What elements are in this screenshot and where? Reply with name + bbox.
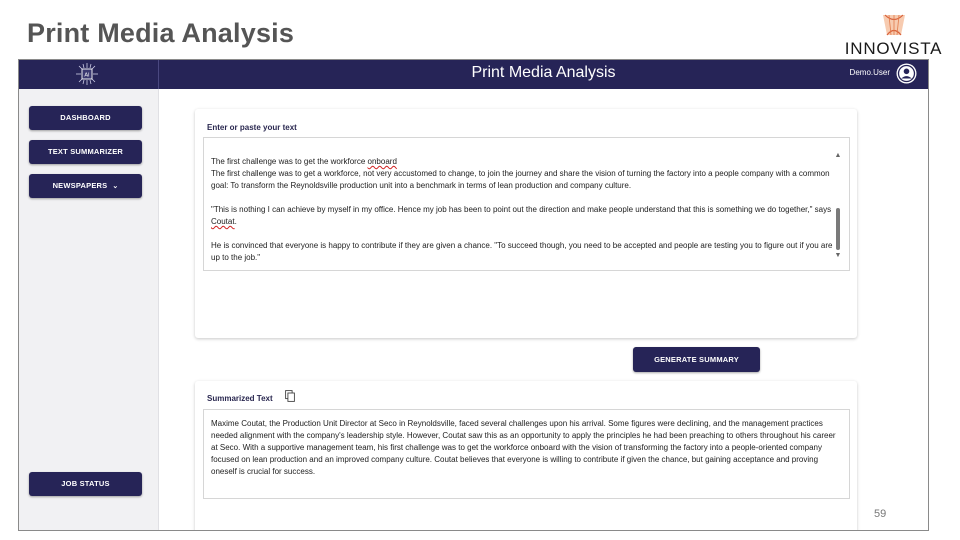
main-content [159, 89, 928, 530]
slide-title: Print Media Analysis [27, 18, 295, 48]
input-para2 [211, 204, 833, 228]
summary-output [203, 409, 850, 499]
brand-logo [836, 14, 951, 58]
sidebar-item-label: JOB STATUS [61, 479, 110, 488]
sidebar-item-text-summarizer[interactable] [29, 140, 142, 164]
user-name[interactable]: Demo.User [849, 68, 890, 77]
scroll-down-icon[interactable]: ▼ [834, 252, 842, 259]
summary-text: Maxime Coutat, the Production Unit Director at Seco in Reynoldsville, faced several challenges upon his arrival. Some figures were declining, and the management practices needed alignment with the company's leadership style. However, Coutat saw this as an opportunity to apply the principles he had been preaching to others throughout his career at Seco. With a supportive management team, his first challenge was to get the workforce onboard with the vision of transforming the factory into a people-oriented company focused on lean production and an improved company culture. Coutat believes that everyone is willing to contribute if given the chance, but gaining acceptance and proving oneself is crucial for success. [211, 419, 836, 476]
input-line1 [211, 156, 833, 168]
input-line1-text: The first challenge was to get the workforce [211, 157, 368, 166]
spellcheck-word: Coutat [211, 217, 235, 226]
sidebar-item-label: NEWSPAPERS [52, 181, 108, 190]
logo-cell [19, 60, 159, 89]
scroll-up-icon[interactable]: ▲ [834, 152, 842, 159]
user-avatar-icon[interactable] [896, 63, 917, 84]
input-para3: He is convinced that everyone is happy to contribute if they are given a chance. "To succeed though, you need to be accepted and people are testing you to figure out if you are up to the job." [211, 241, 833, 262]
app-title: Print Media Analysis [471, 64, 616, 81]
summary-label: Summarized Text [207, 394, 273, 403]
input-card [195, 109, 857, 338]
input-text-content [211, 156, 833, 271]
input-scrollbar[interactable] [833, 150, 843, 262]
input-para2-text: "This is nothing I can achieve by myself in my office. Hence my job has been to point out the direction and make people understand that this is something we do together," says [211, 205, 832, 214]
chevron-down-icon: ⌄ [112, 183, 119, 190]
spellcheck-word: onboard [367, 157, 397, 166]
sidebar-item-newspapers[interactable] [29, 174, 142, 198]
summary-card [195, 381, 857, 531]
sidebar-item-label: DASHBOARD [60, 113, 111, 122]
scroll-thumb[interactable] [836, 208, 840, 250]
input-para2-end: . [234, 217, 237, 226]
top-bar [19, 60, 928, 89]
innovista-mark-icon [881, 14, 907, 36]
sidebar-item-dashboard[interactable] [29, 106, 142, 130]
generate-summary-button[interactable] [633, 347, 760, 372]
generate-summary-label: GENERATE SUMMARY [654, 355, 739, 364]
brand-name: INNOVISTA [844, 39, 943, 58]
ai-logo-text: AI [84, 72, 90, 79]
sidebar-item-label: TEXT SUMMARIZER [47, 147, 124, 156]
app-window [18, 59, 929, 531]
sidebar [19, 89, 159, 530]
input-textarea[interactable] [203, 137, 850, 271]
page-number: 59 [874, 508, 887, 520]
input-para1: The first challenge was to get a workforce, not very accustomed to change, to join the journey and share the vision of turning the factory into a people company with a common goal: To transform the Reynoldsville production unit into a benchmark in terms of lean production and company culture. [211, 169, 830, 190]
sidebar-item-job-status[interactable] [29, 472, 142, 496]
copy-icon[interactable] [285, 390, 295, 402]
ai-chip-icon [76, 63, 98, 85]
input-label: Enter or paste your text [207, 123, 297, 132]
